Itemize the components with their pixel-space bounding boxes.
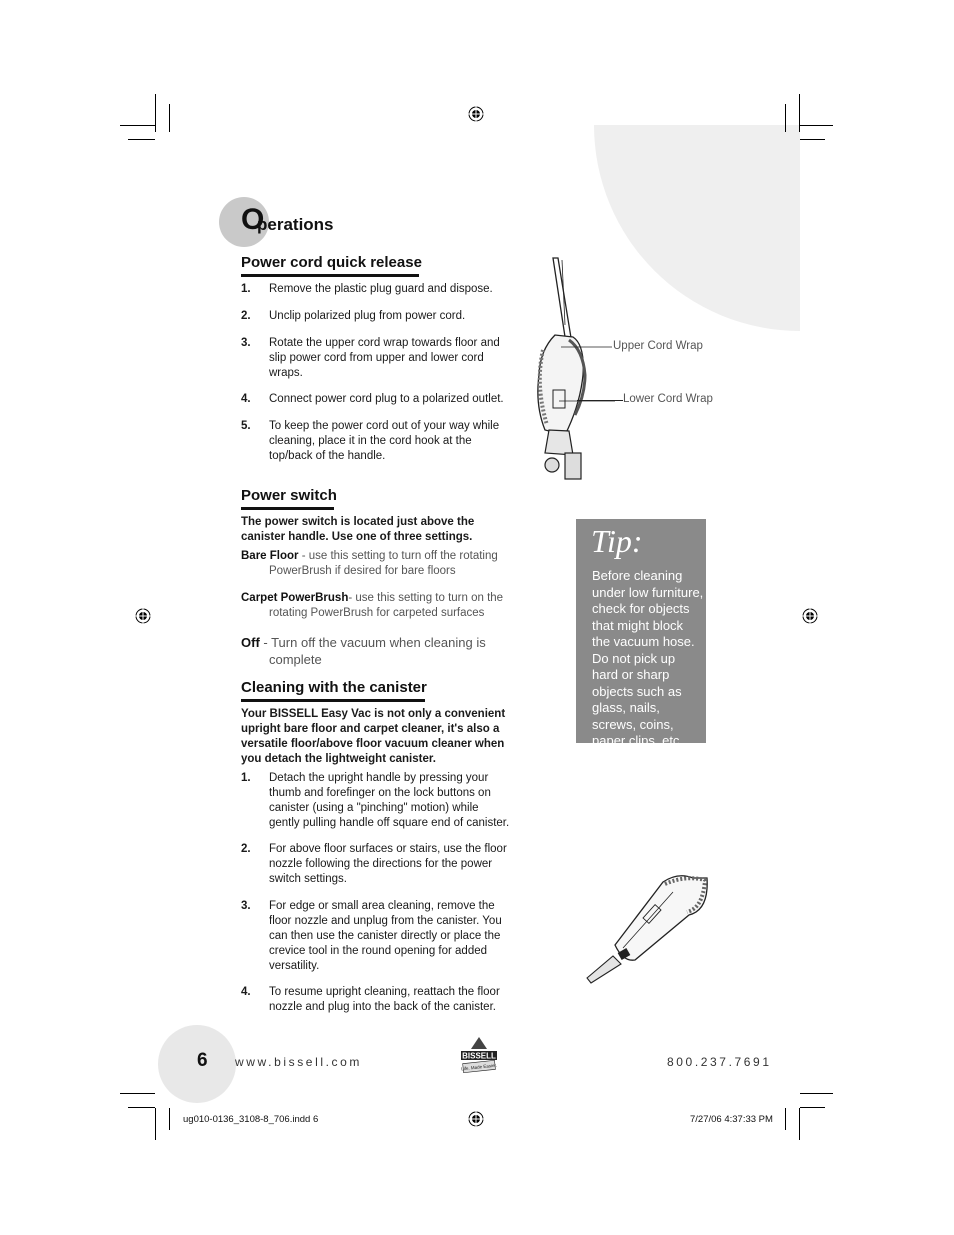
slug-file-name: ug010-0136_3108-8_706.indd 6	[183, 1114, 319, 1125]
step-number: 1.	[241, 283, 251, 295]
step-text: For above floor surfaces or stairs, use the floor nozzle following the directions for the power switch settings.	[269, 843, 507, 885]
crop-mark	[120, 125, 155, 126]
crop-mark	[800, 1093, 833, 1094]
page-number: 6	[197, 1050, 208, 1071]
step-number: 4.	[241, 986, 251, 998]
setting-description: - use this setting to turn off the rotating	[298, 550, 498, 562]
setting-label: Bare Floor	[241, 550, 299, 562]
crop-mark	[169, 1108, 170, 1130]
step-number: 4.	[241, 393, 251, 405]
crop-mark	[169, 104, 170, 132]
setting-carpet-powerbrush	[241, 591, 511, 621]
crop-mark	[785, 1108, 786, 1130]
bissell-logo	[459, 1035, 499, 1075]
registration-mark-icon	[468, 106, 484, 122]
setting-description: PowerBrush if desired for bare floors	[269, 565, 456, 577]
registration-mark-icon	[802, 608, 818, 624]
setting-bare-floor	[241, 549, 511, 579]
section-heading-power-switch: Power switch	[241, 487, 337, 504]
step-number: 3.	[241, 900, 251, 912]
step-text: Connect power cord plug to a polarized outlet.	[269, 393, 504, 405]
power-switch-intro: The power switch is located just above the canister handle. Use one of three settings.	[241, 516, 475, 543]
tip-box	[576, 519, 706, 748]
setting-label: Carpet PowerBrush	[241, 592, 349, 604]
crop-mark	[120, 1093, 155, 1094]
svg-text:Life. Made Easier.: Life. Made Easier.	[460, 1062, 498, 1072]
callout-line	[577, 400, 623, 401]
title-initial: O	[241, 203, 265, 236]
step-number: 2.	[241, 843, 251, 855]
step-text: Unclip polarized plug from power cord.	[269, 310, 466, 322]
step-number: 3.	[241, 337, 251, 349]
step-number: 5.	[241, 420, 251, 432]
crop-mark	[800, 139, 825, 140]
handheld-canister-illustration	[583, 870, 713, 985]
setting-off	[241, 634, 511, 668]
upper-cord-wrap-label: Upper Cord Wrap	[613, 340, 703, 352]
website-link[interactable]: www.bissell.com	[235, 1055, 363, 1069]
step-text: Remove the plastic plug guard and dispose.	[269, 283, 493, 295]
step-text: Detach the upright handle by pressing your thumb and forefinger on the lock buttons on canister (using a "pinching" motion) while gently pulling handle off square end of canister.	[269, 772, 510, 829]
phone-number: 800.237.7691	[667, 1055, 772, 1069]
crop-mark	[155, 1108, 156, 1140]
step-number: 1.	[241, 772, 251, 784]
title-text: perations	[257, 215, 334, 234]
canister-intro: Your BISSELL Easy Vac is not only a convenient upright bare floor and carpet cleaner, it's also a versatile floor/above floor vacuum cleaner when you detach the lightweight canister.	[241, 708, 506, 765]
decorative-circle	[594, 125, 800, 349]
section-heading-canister: Cleaning with the canister	[241, 679, 427, 696]
setting-description: - Turn off the vacuum when cleaning is	[259, 635, 486, 650]
setting-description: - use this setting to turn on the	[348, 592, 504, 604]
step-text: To resume upright cleaning, reattach the floor nozzle and plug into the back of the canister.	[269, 986, 500, 1013]
crop-mark	[799, 94, 800, 132]
heading-rule	[241, 274, 419, 277]
crop-mark	[799, 1108, 800, 1140]
setting-description: rotating PowerBrush for carpeted surfaces	[269, 607, 485, 619]
registration-mark-icon	[468, 1111, 484, 1127]
tip-title: Tip:	[591, 523, 643, 559]
slug-timestamp: 7/27/06 4:37:33 PM	[690, 1114, 773, 1125]
tip-text: Before cleaning under low furniture, check for objects that might block the vacuum hose. Do not pick up hard or sharp objects such as glass, nails, screws, coins, paper clips, etc.	[592, 568, 704, 748]
svg-text:BISSELL: BISSELL	[462, 1051, 496, 1061]
crop-mark	[128, 1107, 155, 1108]
step-text: For edge or small area cleaning, remove the floor nozzle and unplug from the canister. You can then use the canister directly or place the crevice tool in the round opening for added versatility.	[269, 900, 502, 972]
step-text: Rotate the upper cord wrap towards floor and slip power cord from upper and lower cord wraps.	[269, 337, 500, 379]
lower-cord-wrap-label: Lower Cord Wrap	[623, 393, 713, 405]
crop-mark	[785, 104, 786, 132]
crop-mark	[800, 125, 833, 126]
crop-mark	[800, 1107, 825, 1108]
step-number: 2.	[241, 310, 251, 322]
step-text: To keep the power cord out of your way while cleaning, place it in the cord hook at the top/back of the handle.	[269, 420, 500, 462]
upright-vacuum-illustration	[525, 255, 615, 487]
registration-mark-icon	[135, 608, 151, 624]
heading-rule	[241, 699, 425, 702]
setting-label: Off	[241, 635, 260, 650]
heading-rule	[241, 507, 334, 510]
crop-mark	[155, 94, 156, 132]
setting-description: complete	[269, 652, 322, 667]
crop-mark	[128, 139, 155, 140]
section-heading-power-cord: Power cord quick release	[241, 254, 422, 271]
